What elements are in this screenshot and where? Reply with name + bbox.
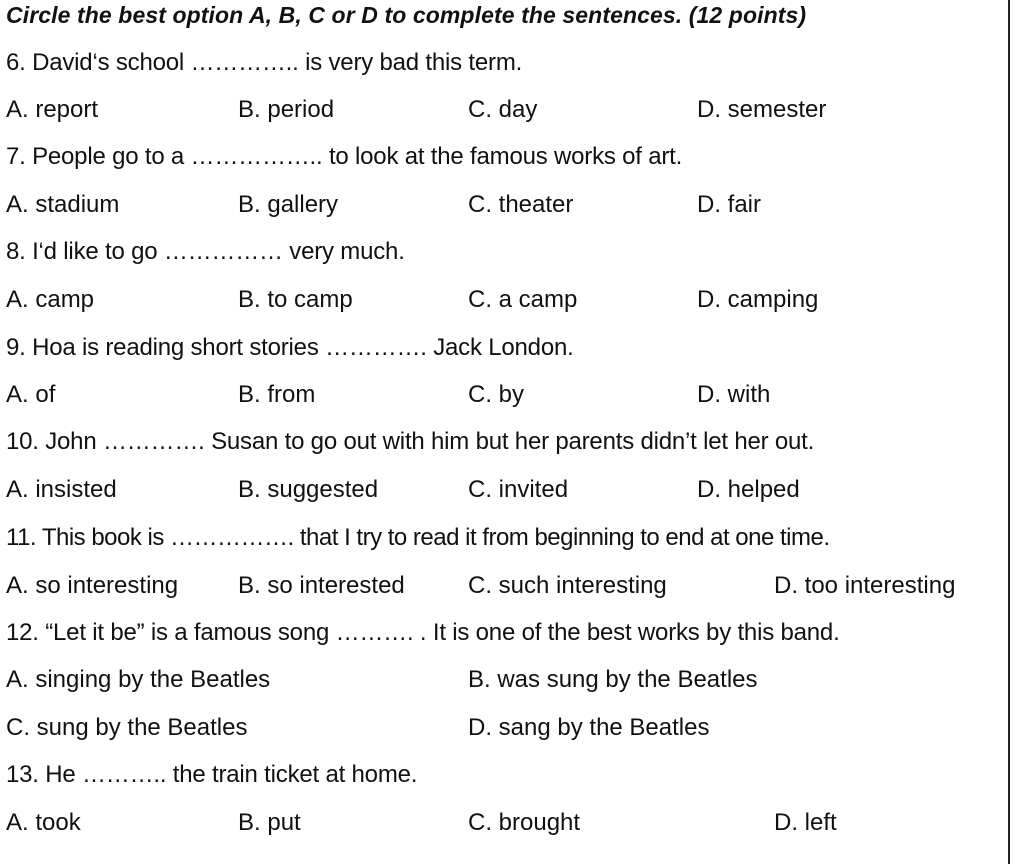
question-8-option-a: A. camp <box>6 286 95 313</box>
question-6-option-c: C. day <box>468 96 538 123</box>
question-10-option-d: D. helped <box>697 476 800 503</box>
question-11-option-b: B. so interested <box>238 572 405 599</box>
question-13-text: 13. He ……….. the train ticket at home. <box>6 761 418 788</box>
question-6-text: 6. David‘s school ………….. is very bad this term. <box>6 49 523 76</box>
question-10-option-a: A. insisted <box>6 476 117 503</box>
question-12-option-a: A. singing by the Beatles <box>6 666 271 693</box>
question-6-option-d: D. semester <box>697 96 827 123</box>
question-11-option-a: A. so interesting <box>6 572 179 599</box>
question-12-option-d: D. sang by the Beatles <box>468 714 710 741</box>
question-8-text: 8. I‘d like to go …………… very much. <box>6 238 405 265</box>
question-8-option-d: D. camping <box>697 286 819 313</box>
question-13-option-d: D. left <box>774 809 837 836</box>
question-6-option-b: B. period <box>238 96 335 123</box>
question-11-option-c: C. such interesting <box>468 572 667 599</box>
question-11-option-d: D. too interesting <box>774 572 956 599</box>
question-10-text: 10. John …………. Susan to go out with him but her parents didn’t let her out. <box>6 428 815 455</box>
question-6-option-a: A. report <box>6 96 99 123</box>
question-9-option-b: B. from <box>238 381 316 408</box>
question-7-text: 7. People go to a …………….. to look at the famous works of art. <box>6 143 683 170</box>
question-7-option-c: C. theater <box>468 191 574 218</box>
question-13-option-c: C. brought <box>468 809 581 836</box>
question-9-option-d: D. with <box>697 381 771 408</box>
question-12-option-c: C. sung by the Beatles <box>6 714 248 741</box>
question-7-option-b: B. gallery <box>238 191 339 218</box>
question-11-text: 11. This book is ……………. that I try to read it from beginning to end at one time. <box>6 524 830 551</box>
question-13-option-a: A. took <box>6 809 81 836</box>
question-7-option-a: A. stadium <box>6 191 120 218</box>
question-10-option-c: C. invited <box>468 476 569 503</box>
question-8-option-b: B. to camp <box>238 286 353 313</box>
question-12-text: 12. “Let it be” is a famous song ………. . It is one of the best works by this band. <box>6 619 840 646</box>
question-9-text: 9. Hoa is reading short stories …………. Jack London. <box>6 334 574 361</box>
question-7-option-d: D. fair <box>697 191 762 218</box>
question-9-option-c: C. by <box>468 381 525 408</box>
instruction-heading: Circle the best option A, B, C or D to complete the sentences. (12 points) <box>6 2 807 28</box>
question-12-option-b: B. was sung by the Beatles <box>468 666 758 693</box>
question-9-option-a: A. of <box>6 381 56 408</box>
question-10-option-b: B. suggested <box>238 476 379 503</box>
question-13-option-b: B. put <box>238 809 301 836</box>
question-8-option-c: C. a camp <box>468 286 578 313</box>
